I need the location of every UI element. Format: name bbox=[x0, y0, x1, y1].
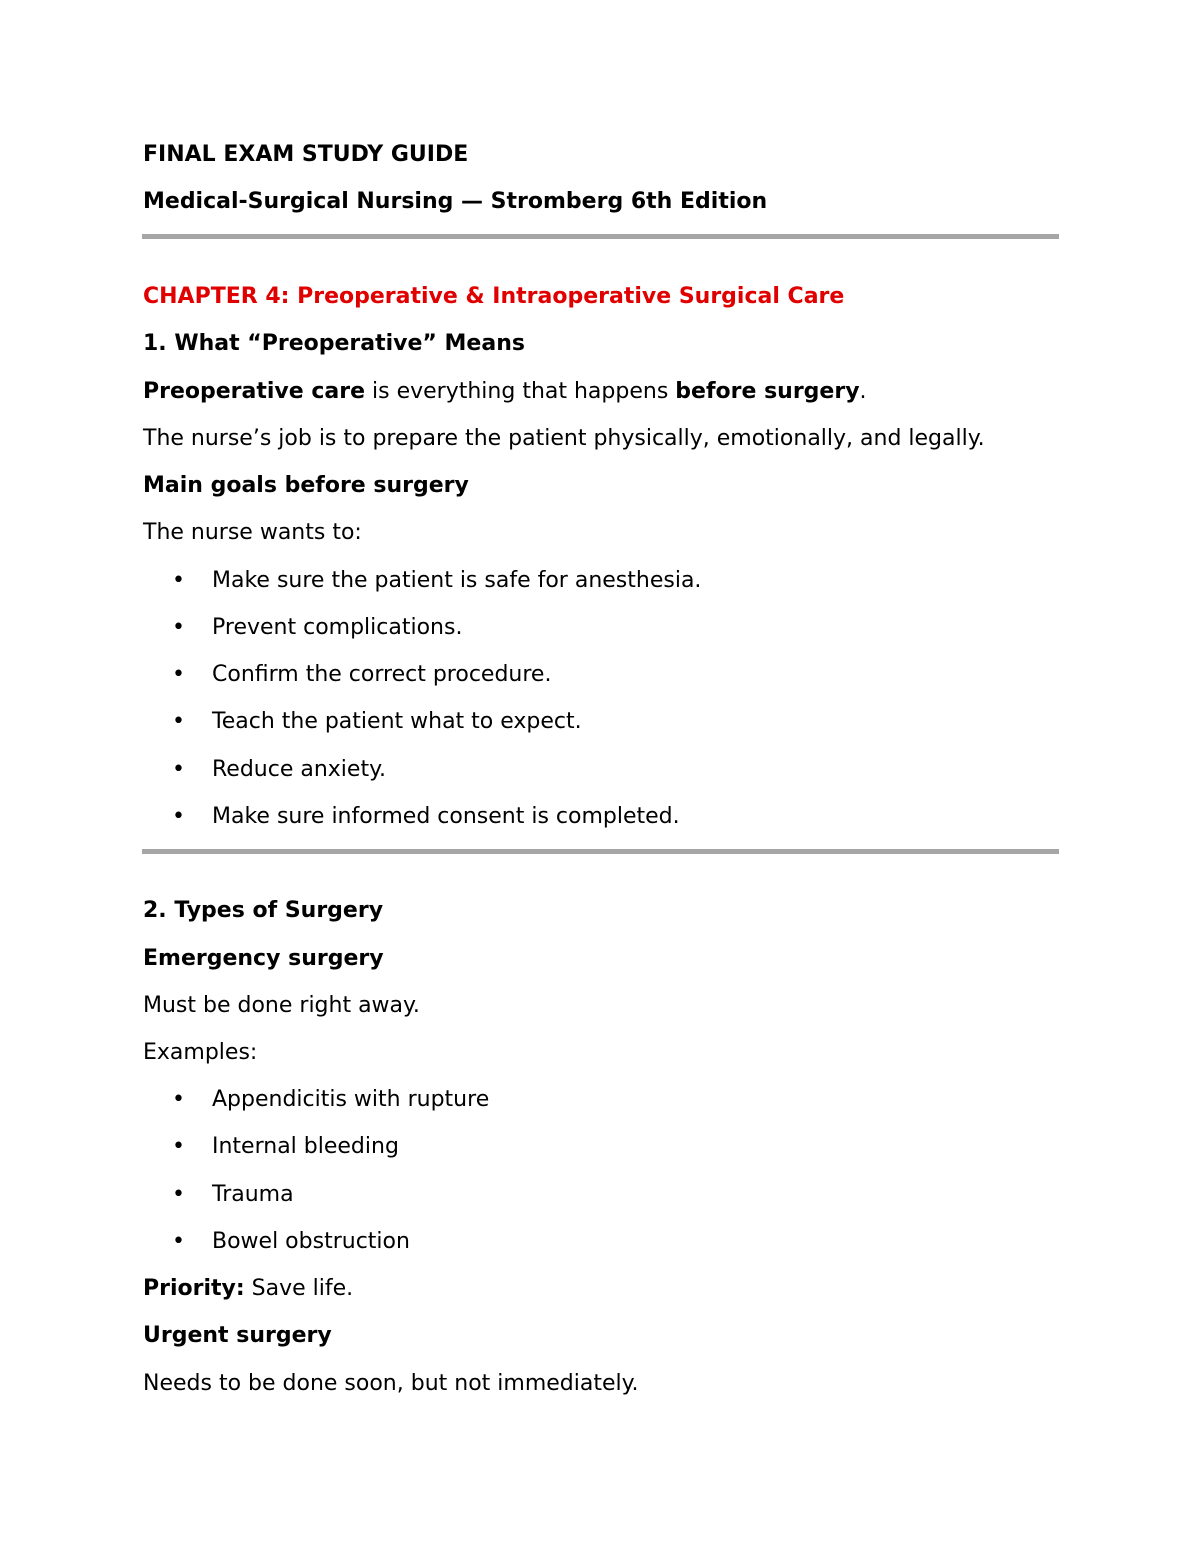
list-item: Appendicitis with rupture bbox=[212, 1087, 490, 1112]
bullet-glyph: • bbox=[172, 709, 185, 734]
bullet-glyph: • bbox=[172, 804, 185, 829]
bullet-glyph: • bbox=[172, 1229, 185, 1254]
list-item: Internal bleeding bbox=[212, 1134, 399, 1159]
section-heading-types: 2. Types of Surgery bbox=[143, 898, 384, 923]
goals-intro: The nurse wants to: bbox=[143, 520, 362, 545]
definition-term: Preoperative care bbox=[143, 379, 366, 404]
goals-heading: Main goals before surgery bbox=[143, 473, 469, 498]
priority-paragraph bbox=[143, 1275, 353, 1303]
examples-label: Examples: bbox=[143, 1040, 258, 1065]
list-item: Make sure the patient is safe for anesthesia. bbox=[212, 568, 702, 593]
definition-paragraph bbox=[143, 378, 867, 406]
list-item: Prevent complications. bbox=[212, 615, 463, 640]
horizontal-rule bbox=[142, 849, 1059, 854]
nurse-job-paragraph: The nurse’s job is to prepare the patient physically, emotionally, and legally. bbox=[143, 426, 985, 451]
bullet-glyph: • bbox=[172, 615, 185, 640]
bullet-glyph: • bbox=[172, 1087, 185, 1112]
document-title: FINAL EXAM STUDY GUIDE bbox=[143, 142, 469, 167]
bullet-glyph: • bbox=[172, 568, 185, 593]
list-item: Trauma bbox=[212, 1182, 294, 1207]
list-item: Confirm the correct procedure. bbox=[212, 662, 552, 687]
list-item: Teach the patient what to expect. bbox=[212, 709, 582, 734]
bullet-glyph: • bbox=[172, 757, 185, 782]
horizontal-rule bbox=[142, 234, 1059, 239]
definition-emphasis: before surgery bbox=[675, 379, 860, 404]
priority-text: Save life. bbox=[244, 1276, 354, 1301]
priority-label: Priority: bbox=[143, 1276, 245, 1301]
definition-end: . bbox=[859, 379, 867, 404]
bullet-glyph: • bbox=[172, 1182, 185, 1207]
section-heading-preoperative: 1. What “Preoperative” Means bbox=[143, 331, 525, 356]
chapter-heading: CHAPTER 4: Preoperative & Intraoperative Surgical Care bbox=[143, 284, 845, 309]
list-item: Reduce anxiety. bbox=[212, 757, 386, 782]
bullet-glyph: • bbox=[172, 1134, 185, 1159]
emergency-description: Must be done right away. bbox=[143, 993, 420, 1018]
emergency-heading: Emergency surgery bbox=[143, 946, 384, 971]
document-subtitle: Medical-Surgical Nursing — Stromberg 6th Edition bbox=[143, 189, 768, 214]
urgent-heading: Urgent surgery bbox=[143, 1323, 332, 1348]
definition-middle: is everything that happens bbox=[365, 379, 676, 404]
list-item: Make sure informed consent is completed. bbox=[212, 804, 680, 829]
bullet-glyph: • bbox=[172, 662, 185, 687]
urgent-description: Needs to be done soon, but not immediately. bbox=[143, 1371, 639, 1396]
list-item: Bowel obstruction bbox=[212, 1229, 410, 1254]
